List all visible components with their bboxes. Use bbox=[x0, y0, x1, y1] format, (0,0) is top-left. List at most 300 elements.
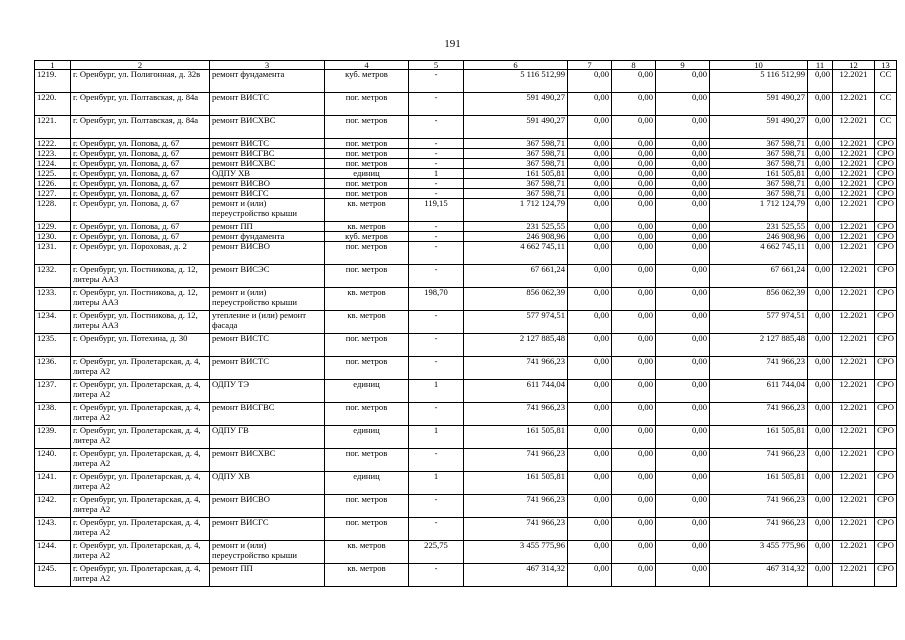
other-cell: 0,00 bbox=[808, 311, 833, 334]
owners-cell: 161 505,81 bbox=[710, 426, 808, 449]
fund-cell: 0,00 bbox=[568, 564, 612, 587]
row-number: 1238. bbox=[35, 403, 71, 426]
budget-cell: 0,00 bbox=[612, 334, 656, 357]
table-row bbox=[35, 495, 897, 518]
total-cost-cell: 367 598,71 bbox=[464, 189, 568, 199]
local-cell: 0,00 bbox=[656, 70, 710, 93]
budget-cell: 0,00 bbox=[612, 139, 656, 149]
table-row bbox=[35, 541, 897, 564]
local-cell: 0,00 bbox=[656, 139, 710, 149]
local-cell: 0,00 bbox=[656, 116, 710, 139]
total-cost-cell: 741 966,23 bbox=[464, 403, 568, 426]
deadline-cell: 12.2021 bbox=[833, 169, 875, 179]
address-cell: г. Оренбург, ул. Полигонная, д. 32в bbox=[71, 70, 210, 93]
method-cell: СРО bbox=[875, 472, 897, 495]
row-number: 1232. bbox=[35, 265, 71, 288]
total-cost-cell: 367 598,71 bbox=[464, 149, 568, 159]
local-cell: 0,00 bbox=[656, 159, 710, 169]
other-cell: 0,00 bbox=[808, 159, 833, 169]
column-header-6: 6 bbox=[464, 61, 568, 70]
budget-cell: 0,00 bbox=[612, 426, 656, 449]
volume-cell: - bbox=[409, 518, 464, 541]
method-cell: СС bbox=[875, 116, 897, 139]
row-number: 1242. bbox=[35, 495, 71, 518]
work-type-cell: ремонт ВИСХВС bbox=[210, 449, 325, 472]
deadline-cell: 12.2021 bbox=[833, 232, 875, 242]
other-cell: 0,00 bbox=[808, 449, 833, 472]
table-row bbox=[35, 169, 897, 179]
budget-cell: 0,00 bbox=[612, 564, 656, 587]
row-number: 1237. bbox=[35, 380, 71, 403]
method-cell: СРО bbox=[875, 179, 897, 189]
table-row bbox=[35, 334, 897, 357]
owners-cell: 741 966,23 bbox=[710, 449, 808, 472]
volume-cell: - bbox=[409, 311, 464, 334]
deadline-cell: 12.2021 bbox=[833, 495, 875, 518]
volume-cell: - bbox=[409, 159, 464, 169]
row-number: 1226. bbox=[35, 179, 71, 189]
method-cell: СРО bbox=[875, 189, 897, 199]
volume-cell: - bbox=[409, 449, 464, 472]
address-cell: г. Оренбург, ул. Потехина, д. 30 bbox=[71, 334, 210, 357]
unit-cell: пог. метров bbox=[325, 139, 409, 149]
method-cell: СРО bbox=[875, 159, 897, 169]
unit-cell: пог. метров bbox=[325, 149, 409, 159]
total-cost-cell: 4 662 745,11 bbox=[464, 242, 568, 265]
method-cell: СРО bbox=[875, 449, 897, 472]
fund-cell: 0,00 bbox=[568, 518, 612, 541]
other-cell: 0,00 bbox=[808, 495, 833, 518]
other-cell: 0,00 bbox=[808, 334, 833, 357]
owners-cell: 2 127 885,48 bbox=[710, 334, 808, 357]
budget-cell: 0,00 bbox=[612, 70, 656, 93]
column-header-8: 8 bbox=[612, 61, 656, 70]
owners-cell: 246 908,96 bbox=[710, 232, 808, 242]
fund-cell: 0,00 bbox=[568, 265, 612, 288]
fund-cell: 0,00 bbox=[568, 116, 612, 139]
address-cell: г. Оренбург, ул. Пороховая, д. 2 bbox=[71, 242, 210, 265]
work-type-cell: ремонт фундамента bbox=[210, 70, 325, 93]
budget-cell: 0,00 bbox=[612, 449, 656, 472]
total-cost-cell: 161 505,81 bbox=[464, 472, 568, 495]
volume-cell: - bbox=[409, 222, 464, 232]
local-cell: 0,00 bbox=[656, 426, 710, 449]
method-cell: СРО bbox=[875, 265, 897, 288]
total-cost-cell: 856 062,39 bbox=[464, 288, 568, 311]
method-cell: СРО bbox=[875, 541, 897, 564]
volume-cell: 1 bbox=[409, 169, 464, 179]
row-number: 1221. bbox=[35, 116, 71, 139]
total-cost-cell: 246 908,96 bbox=[464, 232, 568, 242]
other-cell: 0,00 bbox=[808, 70, 833, 93]
budget-cell: 0,00 bbox=[612, 189, 656, 199]
volume-cell: - bbox=[409, 189, 464, 199]
volume-cell: - bbox=[409, 139, 464, 149]
total-cost-cell: 231 525,55 bbox=[464, 222, 568, 232]
volume-cell: - bbox=[409, 265, 464, 288]
local-cell: 0,00 bbox=[656, 357, 710, 380]
method-cell: СРО bbox=[875, 232, 897, 242]
table-row bbox=[35, 518, 897, 541]
local-cell: 0,00 bbox=[656, 179, 710, 189]
other-cell: 0,00 bbox=[808, 265, 833, 288]
local-cell: 0,00 bbox=[656, 518, 710, 541]
volume-cell: - bbox=[409, 564, 464, 587]
fund-cell: 0,00 bbox=[568, 93, 612, 116]
row-number: 1244. bbox=[35, 541, 71, 564]
fund-cell: 0,00 bbox=[568, 380, 612, 403]
owners-cell: 367 598,71 bbox=[710, 189, 808, 199]
table-row bbox=[35, 139, 897, 149]
fund-cell: 0,00 bbox=[568, 449, 612, 472]
unit-cell: пог. метров bbox=[325, 403, 409, 426]
owners-cell: 591 490,27 bbox=[710, 116, 808, 139]
budget-cell: 0,00 bbox=[612, 311, 656, 334]
column-header-10: 10 bbox=[710, 61, 808, 70]
method-cell: СРО bbox=[875, 169, 897, 179]
work-type-cell: ремонт ВИСТС bbox=[210, 93, 325, 116]
deadline-cell: 12.2021 bbox=[833, 426, 875, 449]
work-type-cell: ОДПУ ХВ bbox=[210, 169, 325, 179]
unit-cell: кв. метров bbox=[325, 311, 409, 334]
fund-cell: 0,00 bbox=[568, 541, 612, 564]
owners-cell: 5 116 512,99 bbox=[710, 70, 808, 93]
other-cell: 0,00 bbox=[808, 222, 833, 232]
row-number: 1240. bbox=[35, 449, 71, 472]
local-cell: 0,00 bbox=[656, 169, 710, 179]
budget-cell: 0,00 bbox=[612, 472, 656, 495]
volume-cell: - bbox=[409, 495, 464, 518]
column-header-2: 2 bbox=[71, 61, 210, 70]
work-type-cell: ОДПУ ГВ bbox=[210, 426, 325, 449]
deadline-cell: 12.2021 bbox=[833, 357, 875, 380]
owners-cell: 367 598,71 bbox=[710, 149, 808, 159]
row-number: 1234. bbox=[35, 311, 71, 334]
total-cost-cell: 367 598,71 bbox=[464, 159, 568, 169]
local-cell: 0,00 bbox=[656, 189, 710, 199]
work-type-cell: ремонт ВИСВО bbox=[210, 242, 325, 265]
table-row bbox=[35, 93, 897, 116]
other-cell: 0,00 bbox=[808, 288, 833, 311]
work-type-cell: ремонт ВИСХВС bbox=[210, 116, 325, 139]
row-number: 1220. bbox=[35, 93, 71, 116]
address-cell: г. Оренбург, ул. Попова, д. 67 bbox=[71, 179, 210, 189]
unit-cell: кв. метров bbox=[325, 541, 409, 564]
method-cell: СРО bbox=[875, 426, 897, 449]
work-type-cell: ремонт ВИСВО bbox=[210, 179, 325, 189]
local-cell: 0,00 bbox=[656, 232, 710, 242]
owners-cell: 3 455 775,96 bbox=[710, 541, 808, 564]
method-cell: СРО bbox=[875, 495, 897, 518]
method-cell: СРО bbox=[875, 149, 897, 159]
unit-cell: кв. метров bbox=[325, 288, 409, 311]
deadline-cell: 12.2021 bbox=[833, 179, 875, 189]
local-cell: 0,00 bbox=[656, 564, 710, 587]
method-cell: СРО bbox=[875, 380, 897, 403]
total-cost-cell: 161 505,81 bbox=[464, 169, 568, 179]
unit-cell: пог. метров bbox=[325, 334, 409, 357]
budget-cell: 0,00 bbox=[612, 288, 656, 311]
other-cell: 0,00 bbox=[808, 403, 833, 426]
column-number-header bbox=[35, 61, 897, 70]
capital-repair-table bbox=[34, 60, 897, 587]
other-cell: 0,00 bbox=[808, 199, 833, 222]
method-cell: СРО bbox=[875, 334, 897, 357]
table-row bbox=[35, 403, 897, 426]
total-cost-cell: 5 116 512,99 bbox=[464, 70, 568, 93]
method-cell: СС bbox=[875, 70, 897, 93]
local-cell: 0,00 bbox=[656, 242, 710, 265]
table-row bbox=[35, 564, 897, 587]
unit-cell: единиц bbox=[325, 472, 409, 495]
total-cost-cell: 741 966,23 bbox=[464, 449, 568, 472]
method-cell: СРО bbox=[875, 311, 897, 334]
fund-cell: 0,00 bbox=[568, 495, 612, 518]
owners-cell: 591 490,27 bbox=[710, 93, 808, 116]
unit-cell: пог. метров bbox=[325, 242, 409, 265]
fund-cell: 0,00 bbox=[568, 403, 612, 426]
budget-cell: 0,00 bbox=[612, 242, 656, 265]
work-type-cell: ремонт фундамента bbox=[210, 232, 325, 242]
fund-cell: 0,00 bbox=[568, 472, 612, 495]
owners-cell: 741 966,23 bbox=[710, 518, 808, 541]
other-cell: 0,00 bbox=[808, 139, 833, 149]
table-row bbox=[35, 189, 897, 199]
address-cell: г. Оренбург, ул. Попова, д. 67 bbox=[71, 169, 210, 179]
total-cost-cell: 3 455 775,96 bbox=[464, 541, 568, 564]
budget-cell: 0,00 bbox=[612, 159, 656, 169]
total-cost-cell: 1 712 124,79 bbox=[464, 199, 568, 222]
fund-cell: 0,00 bbox=[568, 288, 612, 311]
volume-cell: 1 bbox=[409, 380, 464, 403]
work-type-cell: ОДПУ ХВ bbox=[210, 472, 325, 495]
method-cell: СРО bbox=[875, 518, 897, 541]
owners-cell: 611 744,04 bbox=[710, 380, 808, 403]
local-cell: 0,00 bbox=[656, 149, 710, 159]
total-cost-cell: 741 966,23 bbox=[464, 495, 568, 518]
method-cell: СРО bbox=[875, 222, 897, 232]
deadline-cell: 12.2021 bbox=[833, 93, 875, 116]
work-type-cell: ремонт ВИСЭС bbox=[210, 265, 325, 288]
other-cell: 0,00 bbox=[808, 242, 833, 265]
address-cell: г. Оренбург, ул. Пролетарская, д. 4, литера А2 bbox=[71, 380, 210, 403]
row-number: 1245. bbox=[35, 564, 71, 587]
address-cell: г. Оренбург, ул. Пролетарская, д. 4, литера А2 bbox=[71, 426, 210, 449]
address-cell: г. Оренбург, ул. Попова, д. 67 bbox=[71, 139, 210, 149]
fund-cell: 0,00 bbox=[568, 179, 612, 189]
budget-cell: 0,00 bbox=[612, 232, 656, 242]
budget-cell: 0,00 bbox=[612, 116, 656, 139]
address-cell: г. Оренбург, ул. Постникова, д. 12, литеры АА3 bbox=[71, 311, 210, 334]
other-cell: 0,00 bbox=[808, 472, 833, 495]
deadline-cell: 12.2021 bbox=[833, 449, 875, 472]
total-cost-cell: 67 661,24 bbox=[464, 265, 568, 288]
other-cell: 0,00 bbox=[808, 518, 833, 541]
budget-cell: 0,00 bbox=[612, 169, 656, 179]
local-cell: 0,00 bbox=[656, 311, 710, 334]
total-cost-cell: 161 505,81 bbox=[464, 426, 568, 449]
fund-cell: 0,00 bbox=[568, 159, 612, 169]
budget-cell: 0,00 bbox=[612, 222, 656, 232]
owners-cell: 577 974,51 bbox=[710, 311, 808, 334]
deadline-cell: 12.2021 bbox=[833, 149, 875, 159]
address-cell: г. Оренбург, ул. Пролетарская, д. 4, литера А2 bbox=[71, 449, 210, 472]
table-row bbox=[35, 149, 897, 159]
table-row bbox=[35, 426, 897, 449]
budget-cell: 0,00 bbox=[612, 495, 656, 518]
deadline-cell: 12.2021 bbox=[833, 564, 875, 587]
work-type-cell: ремонт ВИСТС bbox=[210, 334, 325, 357]
fund-cell: 0,00 bbox=[568, 199, 612, 222]
owners-cell: 161 505,81 bbox=[710, 169, 808, 179]
work-type-cell: ремонт и (или) переустройство крыши bbox=[210, 288, 325, 311]
owners-cell: 4 662 745,11 bbox=[710, 242, 808, 265]
work-type-cell: ремонт ВИСГВС bbox=[210, 149, 325, 159]
method-cell: СРО bbox=[875, 403, 897, 426]
address-cell: г. Оренбург, ул. Пролетарская, д. 4, литера А2 bbox=[71, 541, 210, 564]
table-row bbox=[35, 242, 897, 265]
local-cell: 0,00 bbox=[656, 265, 710, 288]
deadline-cell: 12.2021 bbox=[833, 189, 875, 199]
total-cost-cell: 741 966,23 bbox=[464, 518, 568, 541]
volume-cell: - bbox=[409, 334, 464, 357]
row-number: 1236. bbox=[35, 357, 71, 380]
total-cost-cell: 611 744,04 bbox=[464, 380, 568, 403]
unit-cell: пог. метров bbox=[325, 93, 409, 116]
column-header-5: 5 bbox=[409, 61, 464, 70]
column-header-13: 13 bbox=[875, 61, 897, 70]
address-cell: г. Оренбург, ул. Пролетарская, д. 4, литера А2 bbox=[71, 403, 210, 426]
method-cell: СРО bbox=[875, 139, 897, 149]
other-cell: 0,00 bbox=[808, 149, 833, 159]
work-type-cell: ремонт и (или) переустройство крыши bbox=[210, 541, 325, 564]
volume-cell: - bbox=[409, 232, 464, 242]
row-number: 1235. bbox=[35, 334, 71, 357]
row-number: 1227. bbox=[35, 189, 71, 199]
address-cell: г. Оренбург, ул. Попова, д. 67 bbox=[71, 189, 210, 199]
deadline-cell: 12.2021 bbox=[833, 472, 875, 495]
volume-cell: - bbox=[409, 179, 464, 189]
volume-cell: - bbox=[409, 116, 464, 139]
budget-cell: 0,00 bbox=[612, 93, 656, 116]
owners-cell: 741 966,23 bbox=[710, 357, 808, 380]
page-number: 191 bbox=[444, 38, 461, 50]
total-cost-cell: 591 490,27 bbox=[464, 93, 568, 116]
budget-cell: 0,00 bbox=[612, 380, 656, 403]
local-cell: 0,00 bbox=[656, 541, 710, 564]
volume-cell: - bbox=[409, 93, 464, 116]
unit-cell: кв. метров bbox=[325, 222, 409, 232]
method-cell: СРО bbox=[875, 357, 897, 380]
row-number: 1230. bbox=[35, 232, 71, 242]
work-type-cell: ремонт ВИСГС bbox=[210, 189, 325, 199]
column-header-4: 4 bbox=[325, 61, 409, 70]
unit-cell: пог. метров bbox=[325, 518, 409, 541]
table-body bbox=[35, 61, 897, 587]
budget-cell: 0,00 bbox=[612, 199, 656, 222]
table-row bbox=[35, 449, 897, 472]
address-cell: г. Оренбург, ул. Постникова, д. 12, литеры АА3 bbox=[71, 288, 210, 311]
local-cell: 0,00 bbox=[656, 449, 710, 472]
total-cost-cell: 741 966,23 bbox=[464, 357, 568, 380]
table-row bbox=[35, 179, 897, 189]
owners-cell: 741 966,23 bbox=[710, 495, 808, 518]
table-row bbox=[35, 232, 897, 242]
budget-cell: 0,00 bbox=[612, 265, 656, 288]
local-cell: 0,00 bbox=[656, 472, 710, 495]
volume-cell: - bbox=[409, 403, 464, 426]
unit-cell: единиц bbox=[325, 380, 409, 403]
row-number: 1223. bbox=[35, 149, 71, 159]
table-row bbox=[35, 472, 897, 495]
local-cell: 0,00 bbox=[656, 380, 710, 403]
deadline-cell: 12.2021 bbox=[833, 116, 875, 139]
work-type-cell: ремонт и (или) переустройство крыши bbox=[210, 199, 325, 222]
unit-cell: пог. метров bbox=[325, 495, 409, 518]
volume-cell: - bbox=[409, 357, 464, 380]
volume-cell: 119,15 bbox=[409, 199, 464, 222]
address-cell: г. Оренбург, ул. Полтавская, д. 84а bbox=[71, 116, 210, 139]
work-type-cell: ремонт ВИСГС bbox=[210, 518, 325, 541]
owners-cell: 856 062,39 bbox=[710, 288, 808, 311]
volume-cell: - bbox=[409, 149, 464, 159]
table-row bbox=[35, 311, 897, 334]
owners-cell: 67 661,24 bbox=[710, 265, 808, 288]
volume-cell: 1 bbox=[409, 426, 464, 449]
work-type-cell: утепление и (или) ремонт фасада bbox=[210, 311, 325, 334]
table-row bbox=[35, 265, 897, 288]
address-cell: г. Оренбург, ул. Попова, д. 67 bbox=[71, 159, 210, 169]
table-row bbox=[35, 380, 897, 403]
address-cell: г. Оренбург, ул. Постникова, д. 12, литеры АА3 bbox=[71, 265, 210, 288]
total-cost-cell: 367 598,71 bbox=[464, 179, 568, 189]
table-row bbox=[35, 116, 897, 139]
unit-cell: пог. метров bbox=[325, 265, 409, 288]
row-number: 1222. bbox=[35, 139, 71, 149]
other-cell: 0,00 bbox=[808, 179, 833, 189]
fund-cell: 0,00 bbox=[568, 189, 612, 199]
budget-cell: 0,00 bbox=[612, 149, 656, 159]
budget-cell: 0,00 bbox=[612, 357, 656, 380]
deadline-cell: 12.2021 bbox=[833, 518, 875, 541]
owners-cell: 231 525,55 bbox=[710, 222, 808, 232]
address-cell: г. Оренбург, ул. Пролетарская, д. 4, литера А2 bbox=[71, 472, 210, 495]
work-type-cell: ремонт ВИСВО bbox=[210, 495, 325, 518]
work-type-cell: ремонт ПП bbox=[210, 564, 325, 587]
deadline-cell: 12.2021 bbox=[833, 199, 875, 222]
other-cell: 0,00 bbox=[808, 189, 833, 199]
deadline-cell: 12.2021 bbox=[833, 242, 875, 265]
owners-cell: 467 314,32 bbox=[710, 564, 808, 587]
owners-cell: 161 505,81 bbox=[710, 472, 808, 495]
unit-cell: пог. метров bbox=[325, 116, 409, 139]
other-cell: 0,00 bbox=[808, 116, 833, 139]
table-row bbox=[35, 199, 897, 222]
column-header-11: 11 bbox=[808, 61, 833, 70]
owners-cell: 367 598,71 bbox=[710, 159, 808, 169]
method-cell: СРО bbox=[875, 564, 897, 587]
address-cell: г. Оренбург, ул. Полтавская, д. 84а bbox=[71, 93, 210, 116]
volume-cell: 1 bbox=[409, 472, 464, 495]
address-cell: г. Оренбург, ул. Пролетарская, д. 4, литера А2 bbox=[71, 495, 210, 518]
deadline-cell: 12.2021 bbox=[833, 403, 875, 426]
budget-cell: 0,00 bbox=[612, 179, 656, 189]
unit-cell: пог. метров bbox=[325, 189, 409, 199]
table-row bbox=[35, 159, 897, 169]
fund-cell: 0,00 bbox=[568, 232, 612, 242]
column-header-9: 9 bbox=[656, 61, 710, 70]
local-cell: 0,00 bbox=[656, 288, 710, 311]
